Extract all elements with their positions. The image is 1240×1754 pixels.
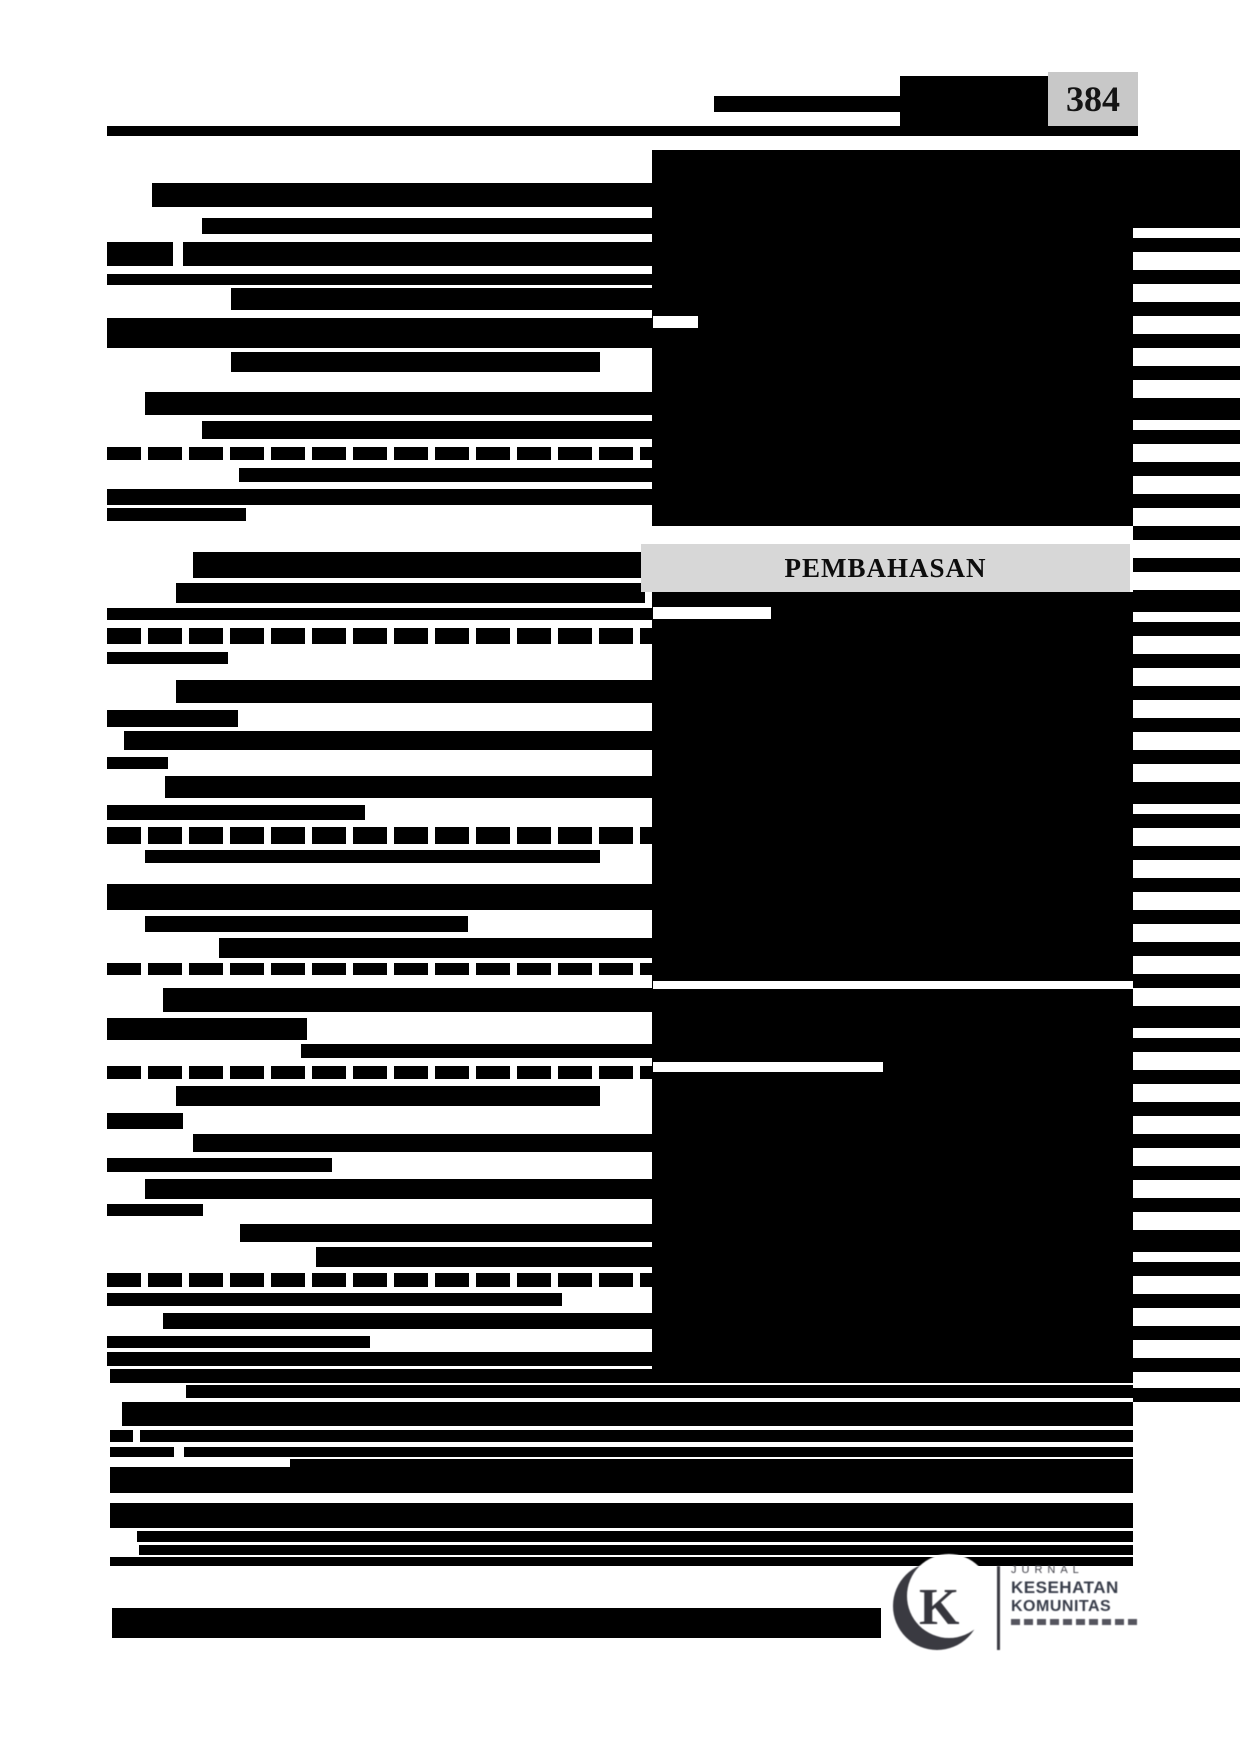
redaction-bar bbox=[137, 1531, 1133, 1542]
redaction-bar bbox=[1133, 590, 1240, 612]
redaction-bar bbox=[107, 242, 173, 266]
redaction-bar bbox=[107, 1158, 332, 1172]
logo-letter: K bbox=[919, 1579, 960, 1636]
redaction-bar bbox=[107, 805, 365, 820]
redaction-bar bbox=[107, 884, 652, 910]
journal-logo bbox=[893, 1556, 1145, 1658]
redaction-bar bbox=[1133, 1038, 1240, 1052]
redaction-bar bbox=[1133, 1262, 1240, 1276]
redaction-bar bbox=[1133, 1166, 1240, 1180]
redaction-bar bbox=[107, 608, 652, 620]
logo-fineprint bbox=[1011, 1619, 1137, 1625]
redaction-bar bbox=[140, 1430, 1133, 1442]
section-heading-label: PEMBAHASAN bbox=[784, 552, 987, 583]
redaction-bar bbox=[1133, 814, 1240, 828]
logo-line-2: KESEHATAN bbox=[1011, 1578, 1119, 1597]
redaction-bar bbox=[110, 1369, 1133, 1383]
redaction-bar bbox=[145, 850, 600, 863]
redaction-bar bbox=[107, 1336, 370, 1348]
redaction-bar bbox=[139, 1545, 1133, 1555]
redaction-bar bbox=[1133, 910, 1240, 924]
redaction-bar bbox=[193, 552, 645, 578]
redaction-bar bbox=[107, 1066, 652, 1079]
redaction-bar bbox=[186, 1385, 1133, 1398]
redaction-bar bbox=[1133, 1070, 1240, 1084]
redaction-bar bbox=[110, 1430, 133, 1442]
redaction-bar bbox=[107, 1293, 562, 1306]
redaction-bar bbox=[176, 680, 652, 703]
redaction-bar bbox=[107, 1018, 307, 1040]
redaction-bar bbox=[107, 827, 652, 844]
redaction-bar bbox=[107, 1204, 203, 1216]
redaction-bar bbox=[1133, 782, 1240, 804]
redaction-bar bbox=[165, 776, 652, 798]
redaction-bar bbox=[239, 468, 652, 482]
logo-divider bbox=[997, 1566, 1000, 1650]
redaction-bar bbox=[110, 1447, 174, 1457]
redaction-bar bbox=[1133, 366, 1240, 380]
redaction-bar bbox=[184, 1447, 1133, 1457]
redaction-bar bbox=[290, 1459, 1133, 1467]
redaction-bar bbox=[107, 757, 168, 769]
redaction-bar bbox=[1133, 622, 1240, 636]
redaction-gap bbox=[653, 981, 1133, 989]
redaction-gap bbox=[653, 607, 771, 619]
redaction-bar bbox=[316, 1247, 652, 1267]
redaction-bar bbox=[110, 1467, 1133, 1493]
redaction-bar bbox=[900, 76, 1048, 126]
redaction-bar bbox=[1133, 302, 1240, 316]
redaction-bar bbox=[1133, 654, 1240, 668]
redaction-gap bbox=[653, 316, 698, 328]
redaction-bar bbox=[107, 1113, 183, 1129]
redaction-bar bbox=[1133, 430, 1240, 444]
redaction-bar bbox=[1133, 238, 1240, 252]
redaction-bar bbox=[231, 288, 652, 310]
redaction-bar bbox=[107, 710, 238, 727]
redaction-bar bbox=[1133, 1134, 1240, 1148]
redaction-bar bbox=[107, 126, 1138, 136]
redaction-bar bbox=[1133, 526, 1240, 540]
redaction-bar bbox=[107, 489, 652, 505]
redaction-bar bbox=[107, 318, 652, 348]
redaction-bar bbox=[202, 421, 652, 439]
redaction-bar bbox=[107, 1352, 652, 1366]
redaction-bar bbox=[1133, 1230, 1240, 1252]
redaction-bar bbox=[152, 183, 652, 207]
redaction-bar bbox=[1133, 1388, 1240, 1402]
redaction-bar bbox=[163, 988, 652, 1012]
redaction-bar bbox=[145, 392, 652, 415]
crescent-k-logo-icon bbox=[893, 1562, 985, 1650]
logo-text bbox=[1011, 1564, 1145, 1625]
redaction-bar bbox=[1133, 1294, 1240, 1308]
redaction-bar bbox=[112, 1608, 881, 1638]
redaction-bar bbox=[122, 1402, 1133, 1426]
redaction-bar bbox=[145, 916, 468, 932]
redaction-bar bbox=[1133, 150, 1240, 228]
redaction-bar bbox=[1133, 494, 1240, 508]
redaction-bar bbox=[1133, 878, 1240, 892]
redaction-bar bbox=[1133, 974, 1240, 988]
redaction-bar bbox=[1133, 1102, 1240, 1116]
redaction-bar bbox=[163, 1313, 652, 1329]
redaction-bar bbox=[107, 652, 228, 664]
redaction-bar bbox=[1133, 1006, 1240, 1028]
redaction-bar bbox=[107, 447, 652, 460]
redaction-bar bbox=[107, 628, 652, 644]
redaction-bar bbox=[183, 242, 652, 266]
redaction-bar bbox=[193, 1134, 652, 1152]
redaction-bar bbox=[652, 150, 1133, 526]
redaction-bar bbox=[1133, 942, 1240, 956]
redaction-bar bbox=[301, 1044, 652, 1058]
logo-line-1: JURNAL bbox=[1011, 1564, 1084, 1576]
redaction-bar bbox=[219, 938, 652, 958]
redaction-bar bbox=[1133, 846, 1240, 860]
redaction-bar bbox=[1133, 558, 1240, 572]
logo-line-3: KOMUNITAS bbox=[1011, 1598, 1112, 1615]
redaction-bar bbox=[202, 218, 652, 234]
redaction-bar bbox=[110, 1503, 1133, 1528]
redaction-bar bbox=[107, 508, 246, 521]
redaction-bar bbox=[107, 1273, 652, 1287]
redaction-bar bbox=[1133, 750, 1240, 764]
redaction-bar bbox=[1133, 334, 1240, 348]
redaction-bar bbox=[1133, 270, 1240, 284]
redaction-bar bbox=[1133, 1358, 1240, 1372]
redaction-bar bbox=[1133, 1326, 1240, 1340]
redaction-bar bbox=[1133, 718, 1240, 732]
redaction-bar bbox=[124, 731, 652, 750]
redaction-bar bbox=[1133, 398, 1240, 420]
redaction-bar bbox=[107, 963, 652, 975]
redaction-bar bbox=[1133, 686, 1240, 700]
page-number: 384 bbox=[1066, 79, 1120, 119]
redaction-bar bbox=[107, 274, 652, 285]
redaction-bar bbox=[1133, 462, 1240, 476]
redaction-bar bbox=[176, 1086, 600, 1106]
redaction-bar bbox=[145, 1179, 652, 1199]
section-heading-pembahasan bbox=[641, 544, 1130, 592]
redaction-bar bbox=[240, 1224, 652, 1242]
redaction-bar bbox=[231, 352, 600, 372]
redaction-gap bbox=[653, 1062, 883, 1072]
redaction-bar bbox=[1133, 1198, 1240, 1212]
page-number-box bbox=[1048, 72, 1138, 126]
redaction-bar bbox=[176, 583, 645, 603]
